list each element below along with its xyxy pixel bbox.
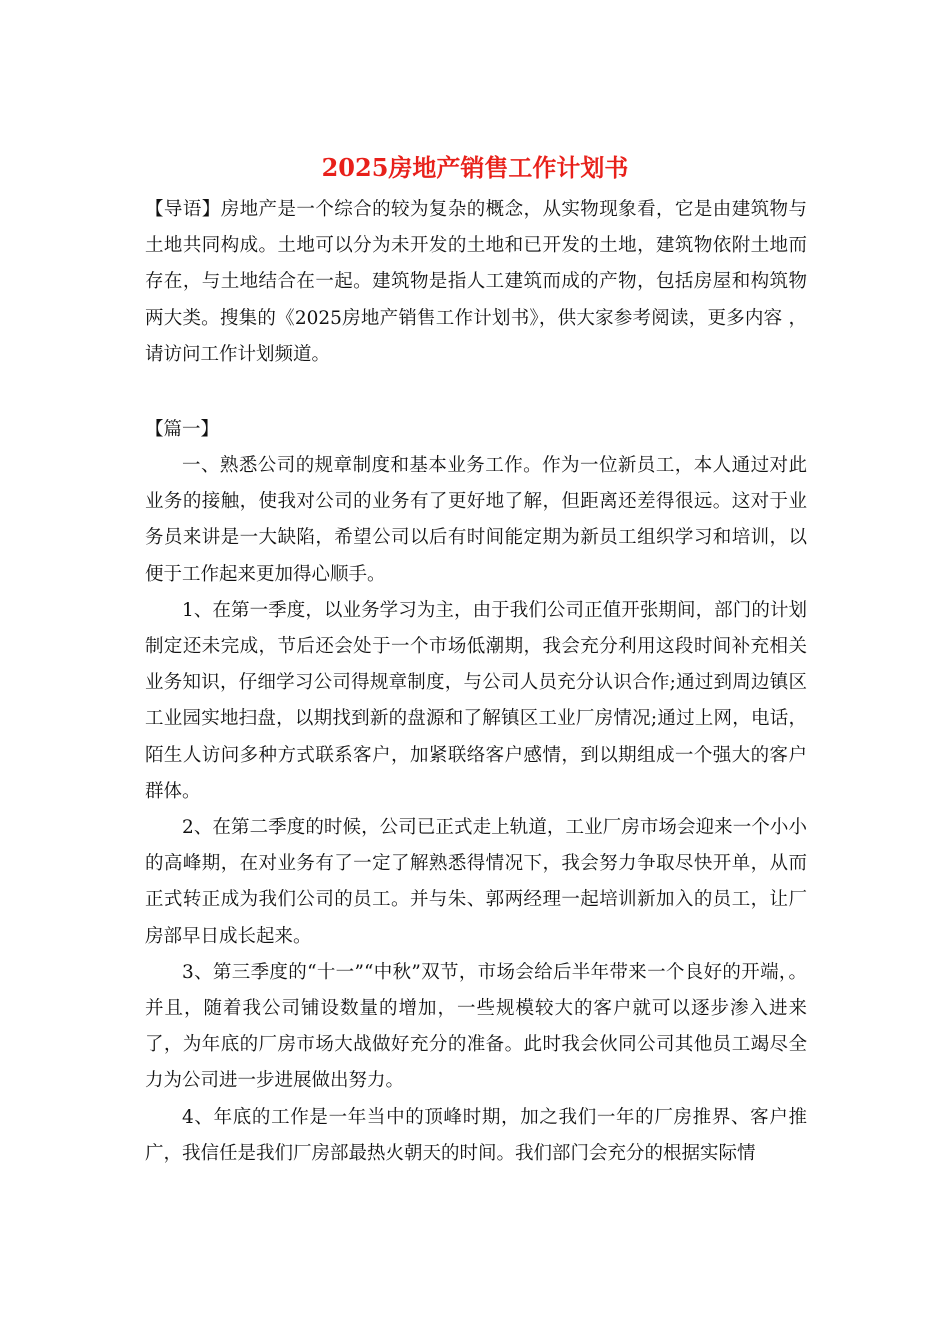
paragraph-q2: 2、在第二季度的时候，公司已正式走上轨道，工业厂房市场会迎来一个小小的高峰期，在对业务有了一定了解熟悉得情况下，我会努力争取尽快开单，从而正式转正成为我们公司的员工。并与朱、郭两经理一起培训新加入的员工，让厂房部早日成长起来。 bbox=[145, 817, 807, 947]
paragraph-q3: 3、第三季度的“十一”“中秋”双节，市场会给后半年带来一个良好的开端，。并且，随着我公司铺设数量的增加，一些规模较大的客户就可以逐步渗入进来了，为年底的厂房市场大战做好充分的准备。此时我会伙同公司其他员工竭尽全力为公司进一步进展做出努力。 bbox=[145, 961, 807, 1092]
document-title: 2025房地产销售工作计划书 bbox=[321, 153, 629, 182]
section-content bbox=[145, 448, 807, 1172]
paragraph-q4: 4、年底的工作是一年当中的顶峰时期，加之我们一年的厂房推界、客户推广，我信任是我们厂房部最热火朝天的时间。我们部门会充分的根据实际情 bbox=[145, 1106, 807, 1164]
paragraph-q1: 1、在第一季度，以业务学习为主，由于我们公司正值开张期间，部门的计划制定还未完成，节后还会处于一个市场低潮期，我会充分利用这段时间补充相关业务知识，仔细学习公司得规章制度，与公司人员充分认识合作;通过到周边镇区工业园实地扫盘，以期找到新的盘源和了解镇区工业厂房情况;通过上网，电话，陌生人访问多种方式联系客户，加紧联络客户感情，到以期组成一个强大的客户群体。 bbox=[145, 599, 807, 802]
paragraph-overview: 一、熟悉公司的规章制度和基本业务工作。作为一位新员工，本人通过对此业务的接触，使我对公司的业务有了更好地了解，但距离还差得很远。这对于业务员来讲是一大缺陷，希望公司以后有时间能定期为新员工组织学习和培训，以便于工作起来更加得心顺手。 bbox=[145, 455, 807, 585]
intro-paragraph: 【导语】房地产是一个综合的较为复杂的概念，从实物现象看，它是由建筑物与土地共同构成。土地可以分为未开发的土地和已开发的土地，建筑物依附土地而存在，与土地结合在一起。建筑物是指人工建筑而成的产物，包括房屋和构筑物两大类。搜集的《2025房地产销售工作计划书》，供大家参考阅读，更多内容 ，请访问工作计划频道。 bbox=[145, 199, 807, 365]
section-heading: 【篇一】 bbox=[145, 419, 220, 440]
